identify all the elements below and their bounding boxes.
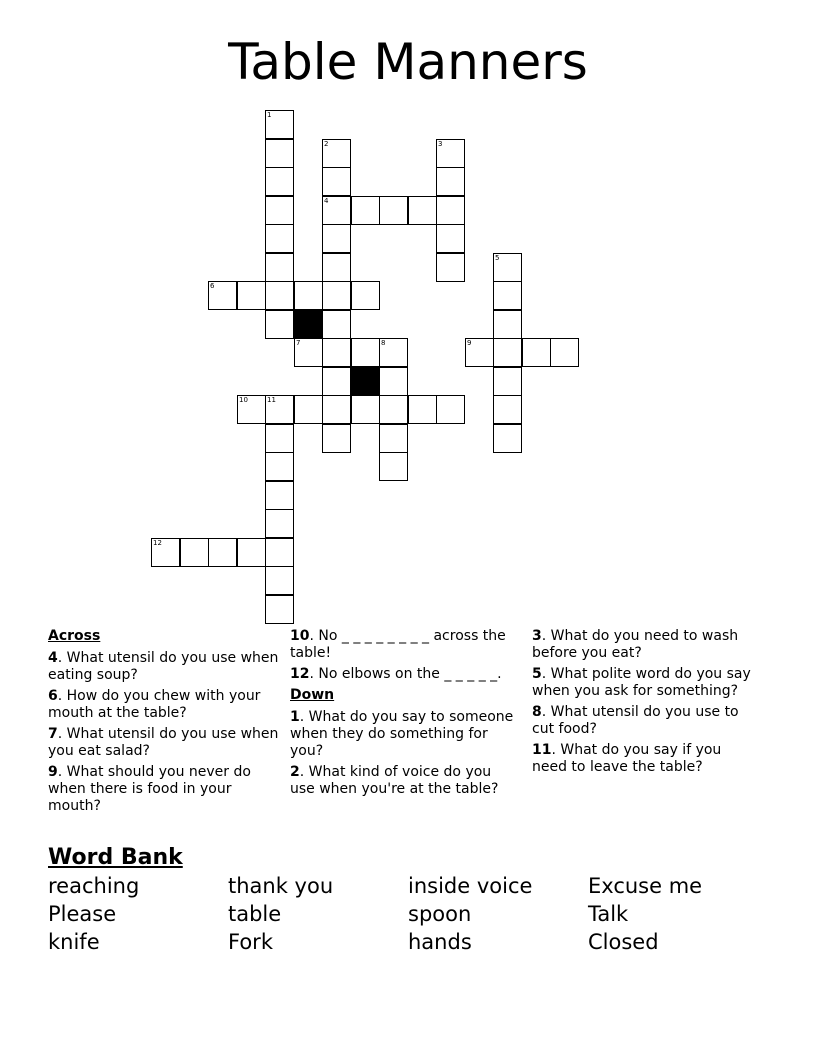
grid-cell[interactable] xyxy=(322,367,351,396)
word-bank-title: Word Bank xyxy=(48,845,183,870)
clue-number: 5 xyxy=(495,254,500,262)
word-bank-item: reaching xyxy=(48,874,140,898)
across-heading: Across xyxy=(48,628,101,644)
clues-column-1 xyxy=(48,628,284,819)
grid-cell[interactable] xyxy=(351,281,380,310)
clue-number: 9 xyxy=(467,339,472,347)
clue-number: 4 xyxy=(324,197,329,205)
grid-cell[interactable] xyxy=(294,281,323,310)
puzzle-title: Table Manners xyxy=(228,33,588,91)
grid-cell[interactable] xyxy=(265,281,294,310)
grid-cell[interactable] xyxy=(493,424,522,453)
grid-cell-3[interactable] xyxy=(436,139,465,168)
clue-number: 7 xyxy=(296,339,301,347)
grid-cell[interactable] xyxy=(265,310,294,339)
grid-cell[interactable] xyxy=(208,538,237,567)
grid-cell[interactable] xyxy=(294,395,323,424)
grid-cell[interactable] xyxy=(351,338,380,367)
grid-cell[interactable] xyxy=(379,367,408,396)
grid-cell[interactable] xyxy=(322,310,351,339)
grid-cell[interactable] xyxy=(493,310,522,339)
word-bank-item: spoon xyxy=(408,902,472,926)
grid-cell-4[interactable] xyxy=(322,196,351,225)
grid-cell[interactable] xyxy=(493,367,522,396)
word-bank-item: Please xyxy=(48,902,117,926)
black-square xyxy=(294,310,323,339)
grid-cell[interactable] xyxy=(436,167,465,196)
grid-cell[interactable] xyxy=(322,281,351,310)
clue-number: 11 xyxy=(267,396,276,404)
grid-cell[interactable] xyxy=(322,424,351,453)
clue-number: 10 xyxy=(239,396,248,404)
grid-cell-9[interactable] xyxy=(465,338,494,367)
grid-cell-12[interactable] xyxy=(151,538,180,567)
grid-cell-2[interactable] xyxy=(322,139,351,168)
grid-cell[interactable] xyxy=(379,452,408,481)
grid-cell[interactable] xyxy=(237,538,266,567)
word-bank-item: Talk xyxy=(588,902,629,926)
clues-column-2 xyxy=(290,628,516,802)
grid-cell-11[interactable] xyxy=(265,395,294,424)
grid-cell-1[interactable] xyxy=(265,110,294,139)
word-bank-item: table xyxy=(228,902,282,926)
grid-cell[interactable] xyxy=(436,395,465,424)
grid-cell[interactable] xyxy=(265,196,294,225)
clue-number: 1 xyxy=(267,111,272,119)
clue-number: 8 xyxy=(381,339,386,347)
grid-cell[interactable] xyxy=(265,509,294,538)
clue-down-3: 3. What do you need to wash before you eat? xyxy=(532,628,739,661)
down-heading: Down xyxy=(290,687,335,703)
grid-cell[interactable] xyxy=(180,538,209,567)
grid-cell-7[interactable] xyxy=(294,338,323,367)
grid-cell[interactable] xyxy=(265,424,294,453)
grid-cell[interactable] xyxy=(408,395,437,424)
clue-number: 3 xyxy=(438,140,443,148)
grid-cell[interactable] xyxy=(408,196,437,225)
word-bank-item: Excuse me xyxy=(588,874,703,898)
grid-cell[interactable] xyxy=(265,566,294,595)
grid-cell[interactable] xyxy=(265,224,294,253)
grid-cell[interactable] xyxy=(550,338,579,367)
clue-number: 12 xyxy=(153,539,162,547)
grid-cell[interactable] xyxy=(265,595,294,624)
word-bank-item: inside voice xyxy=(408,874,533,898)
grid-cell[interactable] xyxy=(322,395,351,424)
grid-cell[interactable] xyxy=(351,395,380,424)
grid-cell-6[interactable] xyxy=(208,281,237,310)
clue-number: 6 xyxy=(210,282,215,290)
clue-across-9: 9. What should you never do when there is food in your mouth? xyxy=(48,764,251,814)
clue-down-1: 1. What do you say to someone when they do something for you? xyxy=(290,709,514,759)
grid-cell[interactable] xyxy=(265,538,294,567)
grid-cell[interactable] xyxy=(493,281,522,310)
word-bank-item: Closed xyxy=(588,930,659,954)
grid-cell[interactable] xyxy=(379,196,408,225)
grid-cell-10[interactable] xyxy=(237,395,266,424)
grid-cell[interactable] xyxy=(493,395,522,424)
clue-across-10: 10. No _ _ _ _ _ _ _ _ across the table! xyxy=(290,628,506,661)
clue-down-8: 8. What utensil do you use to cut food? xyxy=(532,704,739,737)
clue-across-6: 6. How do you chew with your mouth at the table? xyxy=(48,688,261,721)
grid-cell[interactable] xyxy=(379,395,408,424)
grid-cell[interactable] xyxy=(322,338,351,367)
grid-cell-5[interactable] xyxy=(493,253,522,282)
clue-down-2: 2. What kind of voice do you use when you're at the table? xyxy=(290,764,499,797)
clue-across-7: 7. What utensil do you use when you eat salad? xyxy=(48,726,279,759)
grid-cell[interactable] xyxy=(265,253,294,282)
grid-cell[interactable] xyxy=(436,224,465,253)
clue-number: 2 xyxy=(324,140,329,148)
grid-cell[interactable] xyxy=(322,253,351,282)
grid-cell[interactable] xyxy=(322,224,351,253)
grid-cell[interactable] xyxy=(522,338,551,367)
grid-cell[interactable] xyxy=(322,167,351,196)
word-bank-item: hands xyxy=(408,930,472,954)
clue-down-11: 11. What do you say if you need to leave the table? xyxy=(532,742,722,775)
grid-cell[interactable] xyxy=(237,281,266,310)
word-bank-item: knife xyxy=(48,930,100,954)
word-bank-item: Fork xyxy=(228,930,273,954)
grid-cell-8[interactable] xyxy=(379,338,408,367)
grid-cell[interactable] xyxy=(436,196,465,225)
grid-cell[interactable] xyxy=(493,338,522,367)
word-bank-item: thank you xyxy=(228,874,334,898)
black-square xyxy=(351,367,380,396)
grid-cell[interactable] xyxy=(265,139,294,168)
grid-cell[interactable] xyxy=(351,196,380,225)
clue-across-4: 4. What utensil do you use when eating soup? xyxy=(48,650,279,683)
grid-cell[interactable] xyxy=(265,481,294,510)
clues-column-3 xyxy=(532,628,756,780)
grid-cell[interactable] xyxy=(265,452,294,481)
clue-across-12: 12. No elbows on the _ _ _ _ _. xyxy=(290,666,502,682)
grid-cell[interactable] xyxy=(436,253,465,282)
clue-down-5: 5. What polite word do you say when you ask for something? xyxy=(532,666,751,699)
grid-cell[interactable] xyxy=(379,424,408,453)
grid-cell[interactable] xyxy=(265,167,294,196)
